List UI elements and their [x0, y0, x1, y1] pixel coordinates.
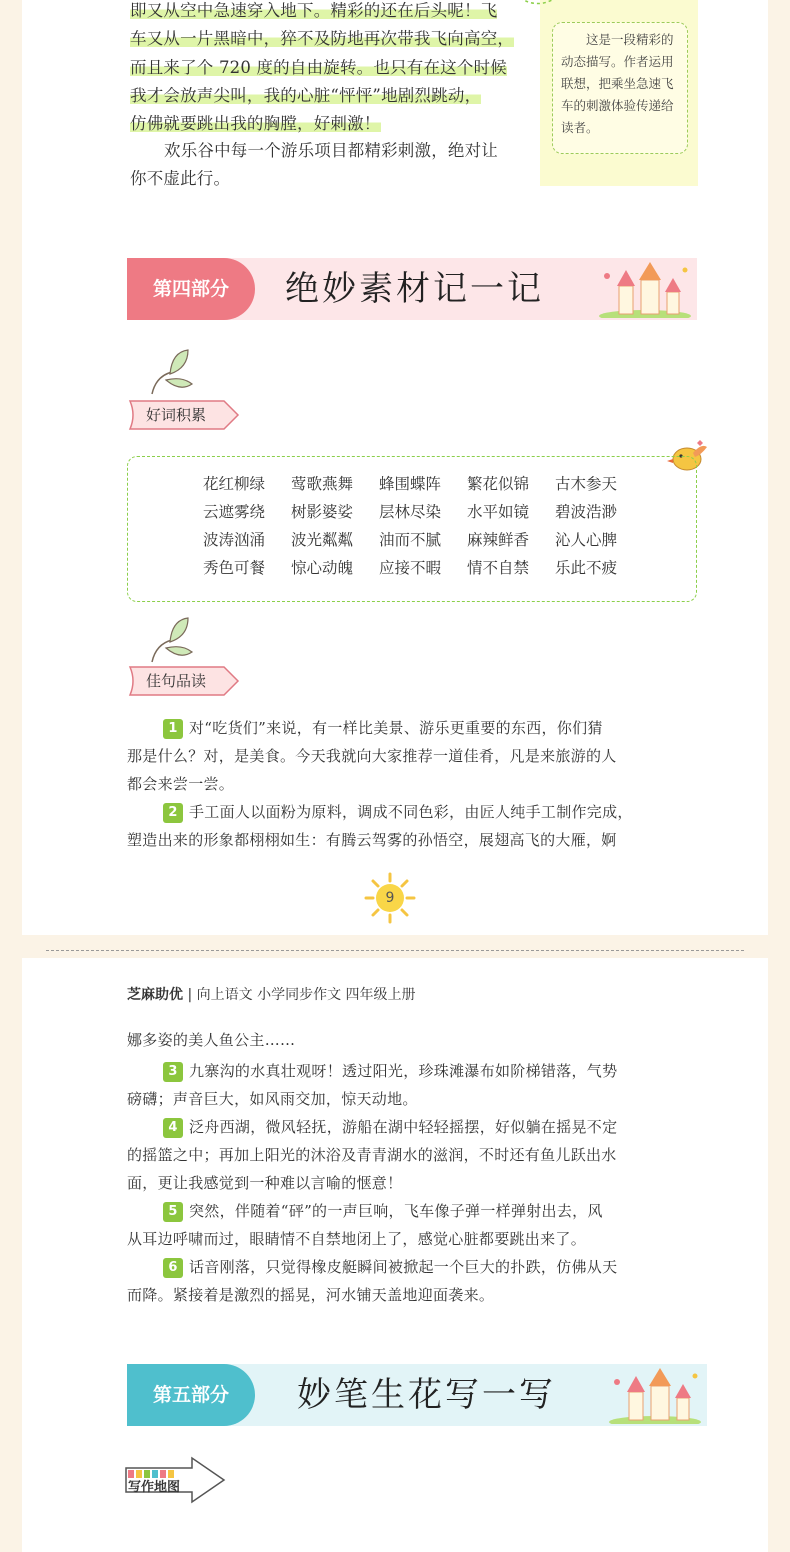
sentence-number-badge: 3	[163, 1062, 183, 1082]
page-top	[22, 0, 768, 935]
side-note	[540, 0, 698, 186]
word-item: 惊心动魄	[291, 559, 354, 577]
page-divider	[46, 950, 744, 951]
running-head-title: | 向上语文 小学同步作文 四年级上册	[187, 987, 416, 1003]
paragraph-line: 我才会放声尖叫，我的心脏“怦怦”地剧烈跳动，	[130, 86, 482, 105]
section5-tag: 第五部分	[127, 1364, 255, 1426]
sentence-line: 而降。紧接着是激烈的摇晃，河水铺天盖地迎面袭来。	[127, 1286, 495, 1304]
side-note-text: 这是一段精彩的动态描写。作者运用联想，把乘坐急速飞车的刺激体验传递给读者。	[561, 32, 674, 135]
sentence-line: 1 对“吃货们”来说，有一样比美景、游乐更重要的东西，你们猜	[127, 714, 743, 742]
sentence-line: 从耳边呼啸而过，眼睛情不自禁地闭上了，感觉心脏都要跳出来了。	[127, 1230, 587, 1248]
word-item: 繁花似锦	[467, 475, 530, 493]
side-note-box	[552, 22, 688, 154]
word-item: 情不自禁	[467, 559, 530, 577]
castle-icon	[597, 262, 693, 318]
writing-map-label: 写作地图	[128, 1480, 181, 1495]
good-words-grid	[203, 473, 643, 579]
paragraph-line: 你不虚此行。	[130, 169, 231, 188]
word-item: 波光粼粼	[291, 531, 354, 549]
word-item: 波涛汹涌	[203, 531, 266, 549]
castle-icon	[607, 1368, 703, 1424]
sentence-line: 3 九寨沟的水真壮观呀！透过阳光，珍珠滩瀑布如阶梯错落，气势	[127, 1057, 743, 1085]
word-item: 云遮雾绕	[203, 503, 266, 521]
section4-tag: 第四部分	[127, 258, 255, 320]
sentence-number-badge: 6	[163, 1258, 183, 1278]
sentence-line: 5 突然，伴随着“砰”的一声巨响，飞车像子弹一样弹射出去，风	[127, 1197, 743, 1225]
sentence-line: 4 泛舟西湖，微风轻抚，游船在湖中轻轻摇摆，好似躺在摇晃不定	[127, 1113, 743, 1141]
section5-title: 妙笔生花写一写	[297, 1375, 556, 1415]
word-item: 应接不暇	[379, 559, 442, 577]
sentence-number-badge: 5	[163, 1202, 183, 1222]
sentence-line: 2 手工面人以面粉为原料，调成不同色彩，由匠人纯手工制作完成，	[127, 798, 743, 826]
sentence-line: 面，更让我感觉到一种难以言喻的惬意！	[127, 1174, 403, 1192]
sentence-number-badge: 1	[163, 719, 183, 739]
leaf-sprout-icon	[142, 614, 198, 664]
section4-title: 绝妙素材记一记	[285, 269, 544, 309]
word-item: 秀色可餐	[203, 559, 266, 577]
sentence-number-badge: 2	[163, 803, 183, 823]
word-item: 碧波浩渺	[555, 503, 618, 521]
sentence-number-badge: 4	[163, 1118, 183, 1138]
paragraph-line: 欢乐谷中每一个游乐项目都精彩刺激，绝对让	[164, 141, 498, 160]
running-head-brand: 芝麻助优	[127, 987, 183, 1003]
sentence-line: 6 话音刚落，只觉得橡皮艇瞬间被掀起一个巨大的扑跌，仿佛从天	[127, 1253, 743, 1281]
paragraph-line: 仿佛就要跳出我的胸膛，好刺激！	[130, 114, 381, 133]
good-words-label: 好词积累	[146, 406, 207, 424]
word-item: 蜂围蝶阵	[379, 475, 442, 493]
page-number: 9	[385, 890, 395, 906]
sentence-line: 的摇篮之中；再加上阳光的沐浴及青青湖水的滋润，不时还有鱼儿跃出水	[127, 1146, 617, 1164]
word-item: 油而不腻	[379, 531, 442, 549]
word-item: 乐此不疲	[555, 559, 618, 577]
leaf-sprout-icon	[142, 346, 198, 396]
word-item: 莺歌燕舞	[291, 475, 354, 493]
good-words-box	[127, 456, 697, 602]
sentence-line: 磅礴；声音巨大，如风雨交加，惊天动地。	[127, 1090, 418, 1108]
dashed-arrow-icon	[518, 0, 558, 14]
good-sentences-label: 佳句品读	[146, 672, 207, 690]
sentence-line: 那是什么？对，是美食。今天我就向大家推荐一道佳肴，凡是来旅游的人	[127, 747, 617, 765]
section4-banner	[127, 258, 697, 320]
sentence-line: 塑造出来的形象都栩栩如生：有腾云驾雾的孙悟空，展翅高飞的大雁，婀	[127, 831, 617, 849]
sentence-line: 娜多姿的美人鱼公主……	[127, 1031, 296, 1049]
paragraph-line: 即又从空中急速穿入地下。精彩的还在后头呢！飞	[130, 1, 498, 20]
word-item: 麻辣鲜香	[467, 531, 530, 549]
paragraph-line: 车又从一片黑暗中，猝不及防地再次带我飞向高空，	[130, 29, 515, 48]
page-bottom	[22, 958, 768, 1552]
word-item: 古木参天	[555, 475, 618, 493]
word-item: 层林尽染	[379, 503, 442, 521]
paragraph-line: 而且来了个 720 度的自由旋转。也只有在这个时候	[130, 58, 507, 77]
sentence-line: 都会来尝一尝。	[127, 775, 235, 793]
word-item: 树影婆娑	[291, 503, 354, 521]
word-item: 沁人心脾	[555, 531, 618, 549]
section5-banner	[127, 1364, 707, 1426]
word-item: 花红柳绿	[203, 475, 266, 493]
running-head	[127, 984, 416, 1006]
word-item: 水平如镜	[467, 503, 530, 521]
